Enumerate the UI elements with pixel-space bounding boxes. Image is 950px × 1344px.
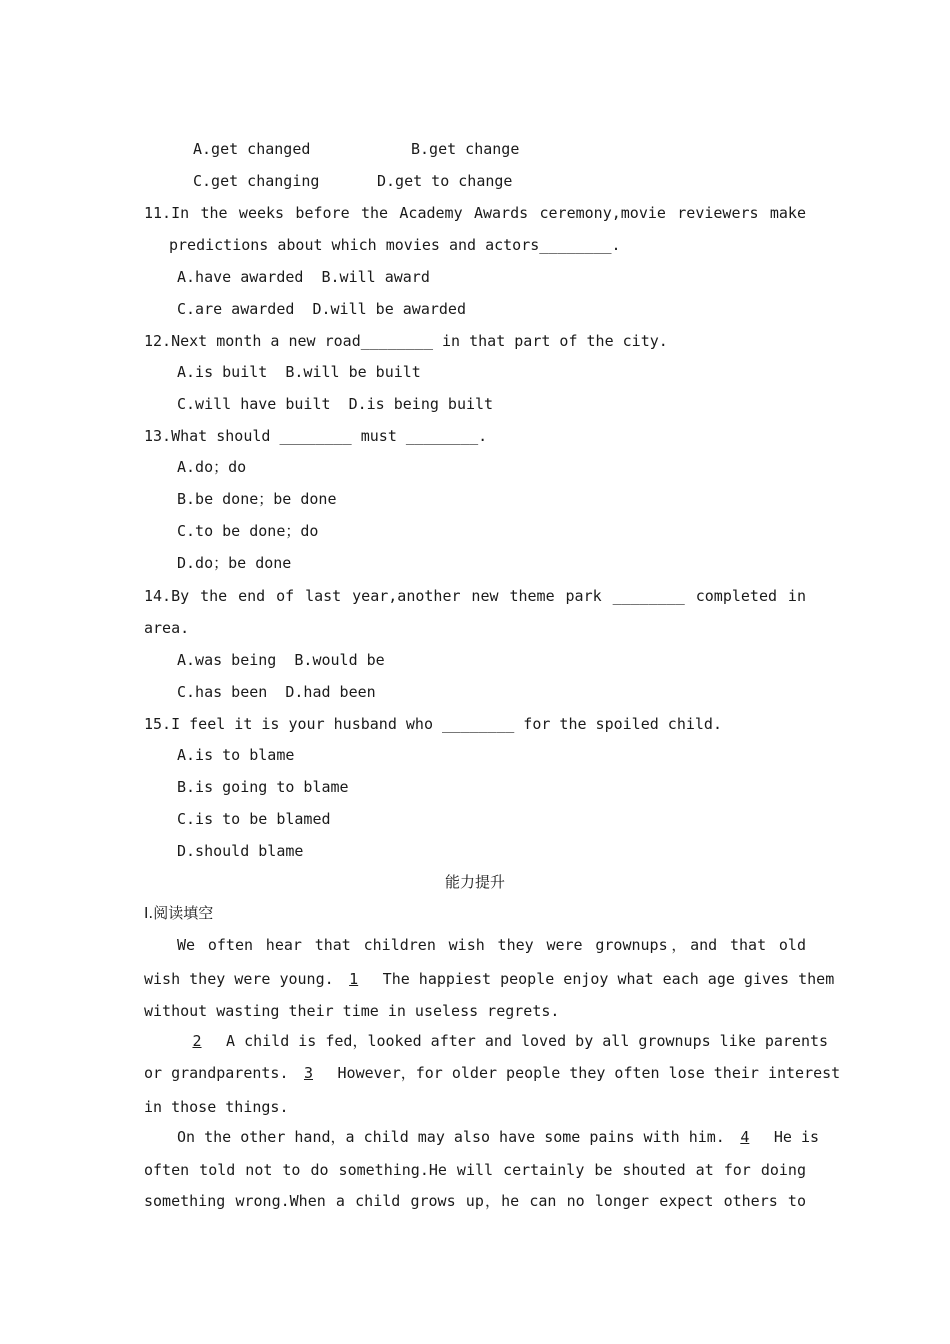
passage-p2-line1 bbox=[177, 1031, 828, 1051]
q11-stem-line2: predictions about which movies and actors________. bbox=[169, 236, 621, 254]
q13-stem: 13.What should ________ must ________. bbox=[144, 427, 488, 445]
q15-stem: 15.I feel it is your husband who ________ for the spoiled child. bbox=[144, 715, 722, 733]
q13-option-a: A.do；do bbox=[177, 458, 247, 476]
passage-p2-line2-text: or grandparents. bbox=[144, 1064, 289, 1082]
q10-option-b: B.get change bbox=[411, 140, 520, 158]
q10-option-d: D.get to change bbox=[377, 172, 513, 190]
blank-4: 4 bbox=[740, 1128, 750, 1146]
passage-p3-line3: something wrong.When a child grows up，he can no longer expect others to bbox=[144, 1192, 806, 1210]
section-title: 能力提升 bbox=[444, 873, 505, 891]
q15-option-c: C.is to be blamed bbox=[177, 810, 331, 828]
passage-p2-line1-text: A child is fed，looked after and loved by all grownups like parents bbox=[217, 1032, 829, 1050]
passage-p2-line3: in those things. bbox=[144, 1098, 289, 1116]
passage-p3-line2: often told not to do something.He will certainly be shouted at for doing bbox=[144, 1161, 806, 1179]
q14-stem-line1: 14.By the end of last year,another new theme park ________ completed in bbox=[144, 587, 806, 605]
q11-stem-line1: 11.In the weeks before the Academy Awards ceremony,movie reviewers make bbox=[144, 204, 806, 222]
q10-option-c: C.get changing bbox=[193, 172, 320, 190]
passage-p2-line2 bbox=[144, 1063, 840, 1083]
q13-option-d: D.do；be done bbox=[177, 554, 292, 572]
q15-option-a: A.is to blame bbox=[177, 746, 295, 764]
q15-option-b: B.is going to blame bbox=[177, 778, 349, 796]
blank-1: 1 bbox=[349, 970, 359, 988]
q12-stem: 12.Next month a new road________ in that part of the city. bbox=[144, 332, 668, 350]
q14-stem-line2: area. bbox=[144, 619, 190, 637]
passage-p3-line1-rest: He is bbox=[764, 1128, 820, 1146]
passage-p1-line2-text: wish they were young. bbox=[144, 970, 334, 988]
q10-option-a: A.get changed bbox=[193, 140, 311, 158]
q12-options-cd: C.will have built D.is being built bbox=[177, 395, 494, 413]
q14-options-cd: C.has been D.had been bbox=[177, 683, 376, 701]
passage-p2-line2-rest: However，for older people they often lose their interest bbox=[328, 1064, 841, 1082]
passage-p1-line3: without wasting their time in useless regrets. bbox=[144, 1002, 560, 1020]
q14-options-ab: A.was being B.would be bbox=[177, 651, 385, 669]
passage-p1-line1: We often hear that children wish they were grownups，and that old bbox=[177, 936, 806, 954]
q11-options-ab: A.have awarded B.will award bbox=[177, 268, 430, 286]
passage-p3-line1-text: On the other hand，a child may also have some pains with him. bbox=[177, 1128, 725, 1146]
passage-p3-line1 bbox=[177, 1127, 819, 1147]
blank-2: 2 bbox=[192, 1032, 202, 1050]
passage-p1-line2 bbox=[144, 969, 835, 989]
q11-options-cd: C.are awarded D.will be awarded bbox=[177, 300, 466, 318]
section-part-heading: Ⅰ.阅读填空 bbox=[144, 904, 214, 922]
q13-option-b: B.be done；be done bbox=[177, 490, 337, 508]
q15-option-d: D.should blame bbox=[177, 842, 304, 860]
q12-options-ab: A.is built B.will be built bbox=[177, 363, 421, 381]
q13-option-c: C.to be done；do bbox=[177, 522, 319, 540]
blank-3: 3 bbox=[303, 1064, 314, 1082]
passage-p1-line2-rest: The happiest people enjoy what each age gives them bbox=[373, 970, 835, 988]
